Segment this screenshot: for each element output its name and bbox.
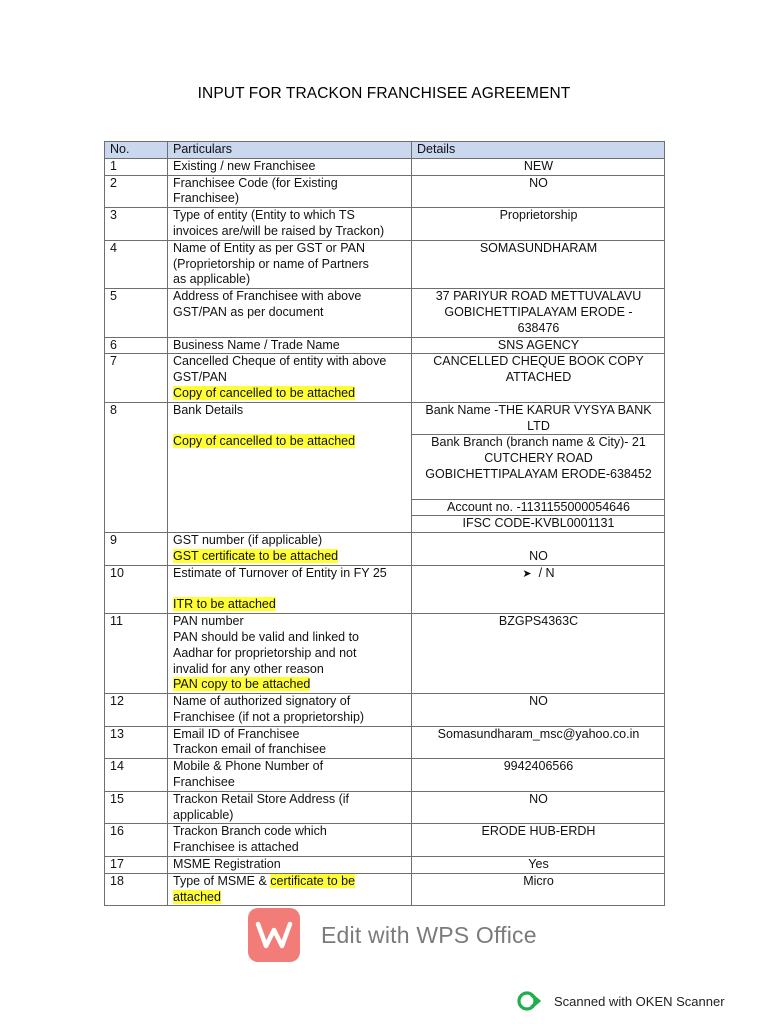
row-number: 2 bbox=[105, 175, 168, 208]
row-number: 3 bbox=[105, 208, 168, 241]
row-number: 13 bbox=[105, 726, 168, 759]
details-line: GOBICHETTIPALAYAM ERODE-638452 bbox=[425, 466, 652, 481]
particulars-line: Aadhar for proprietorship and not bbox=[173, 645, 357, 660]
row-particulars bbox=[168, 873, 412, 906]
table-row bbox=[105, 337, 665, 354]
row-number: 1 bbox=[105, 158, 168, 175]
details-line: Bank Branch (branch name & City)- 21 bbox=[431, 435, 646, 450]
header-no: No. bbox=[105, 142, 168, 159]
row-particulars bbox=[168, 614, 412, 694]
particulars-line: Franchisee (if not a proprietorship) bbox=[173, 709, 365, 724]
row-number: 6 bbox=[105, 337, 168, 354]
particulars-line: Email ID of Franchisee bbox=[173, 726, 300, 741]
particulars-line: Estimate of Turnover of Entity in FY 25 bbox=[173, 565, 387, 580]
particulars-line: Business Name / Trade Name bbox=[173, 337, 340, 352]
row-details bbox=[412, 337, 665, 354]
details-line: NO bbox=[529, 548, 548, 563]
details-line: Somasundharam_msc@yahoo.co.in bbox=[437, 726, 640, 741]
particulars-line: invoices are/will be raised by Trackon) bbox=[173, 223, 385, 238]
row-details bbox=[412, 289, 665, 337]
row-particulars bbox=[168, 726, 412, 759]
details-line: Micro bbox=[523, 873, 554, 888]
table-header-row bbox=[105, 142, 665, 159]
particulars-line: GST/PAN bbox=[173, 370, 227, 385]
details-line: NEW bbox=[523, 158, 554, 173]
row-number: 10 bbox=[105, 565, 168, 613]
details-line: NO bbox=[529, 791, 548, 806]
particulars-line: Cancelled Cheque of entity with above bbox=[173, 354, 387, 369]
row-number: 14 bbox=[105, 759, 168, 792]
particulars-line: as applicable) bbox=[173, 272, 251, 287]
attachment-note: ITR to be attached bbox=[173, 597, 276, 612]
particulars-line: Trackon Retail Store Address (if bbox=[173, 791, 349, 806]
table-row bbox=[105, 402, 665, 435]
attachment-note: GST certificate to be attached bbox=[173, 548, 339, 563]
table-row bbox=[105, 791, 665, 824]
table-row bbox=[105, 354, 665, 402]
particulars-line: Name of Entity as per GST or PAN bbox=[173, 240, 365, 255]
row-number: 5 bbox=[105, 289, 168, 337]
row-particulars bbox=[168, 791, 412, 824]
row-particulars bbox=[168, 240, 412, 288]
table-row bbox=[105, 694, 665, 727]
row-number: 4 bbox=[105, 240, 168, 288]
oken-scanner-icon bbox=[517, 989, 541, 1013]
details-line: BZGPS4363C bbox=[498, 614, 579, 629]
row-number: 15 bbox=[105, 791, 168, 824]
row-details bbox=[412, 726, 665, 759]
row-particulars bbox=[168, 402, 412, 532]
row-number: 17 bbox=[105, 857, 168, 874]
details-line: 37 PARIYUR ROAD METTUVALAVU bbox=[435, 289, 642, 304]
details-line: NO bbox=[529, 694, 548, 709]
table-row bbox=[105, 565, 665, 613]
particulars-line: GST/PAN as per document bbox=[173, 304, 324, 319]
bank-branch-cell bbox=[412, 435, 665, 499]
particulars-line: Address of Franchisee with above bbox=[173, 289, 362, 304]
row-number: 11 bbox=[105, 614, 168, 694]
table-row bbox=[105, 759, 665, 792]
particulars-line: Franchisee) bbox=[173, 191, 239, 206]
row-details bbox=[412, 873, 665, 906]
particulars-line: applicable) bbox=[173, 807, 234, 822]
row-number: 16 bbox=[105, 824, 168, 857]
table-row bbox=[105, 158, 665, 175]
arrow-bullet-icon: ➤ bbox=[522, 567, 532, 580]
particulars-line: invalid for any other reason bbox=[173, 661, 324, 676]
particulars-line: Trackon Branch code which bbox=[173, 824, 327, 839]
row-details bbox=[412, 240, 665, 288]
table-row bbox=[105, 824, 665, 857]
table-row bbox=[105, 175, 665, 208]
row-particulars bbox=[168, 694, 412, 727]
row-particulars bbox=[168, 565, 412, 613]
particulars-line: Bank Details bbox=[173, 402, 244, 417]
particulars-prefix: Type of MSME & bbox=[173, 873, 271, 888]
details-line: ATTACHED bbox=[505, 370, 572, 385]
row-number: 8 bbox=[105, 402, 168, 532]
franchisee-input-table bbox=[104, 141, 665, 906]
header-particulars: Particulars bbox=[168, 142, 412, 159]
details-line: 638476 bbox=[517, 320, 560, 335]
row-number: 7 bbox=[105, 354, 168, 402]
details-line: SNS AGENCY bbox=[497, 337, 580, 352]
details-line: SOMASUNDHARAM bbox=[479, 240, 598, 255]
particulars-line: GST number (if applicable) bbox=[173, 533, 323, 548]
particulars-line: Name of authorized signatory of bbox=[173, 694, 351, 709]
row-details bbox=[412, 824, 665, 857]
attachment-note: Copy of cancelled to be attached bbox=[173, 434, 356, 449]
table-row bbox=[105, 289, 665, 337]
bank-name-cell bbox=[412, 402, 665, 435]
row-details bbox=[412, 175, 665, 208]
table-row bbox=[105, 614, 665, 694]
details-line: Yes bbox=[528, 857, 549, 872]
row-particulars bbox=[168, 337, 412, 354]
row-particulars bbox=[168, 857, 412, 874]
row-particulars bbox=[168, 354, 412, 402]
row-details bbox=[412, 208, 665, 241]
attachment-note: certificate to be bbox=[270, 873, 356, 888]
particulars-line: Franchisee bbox=[173, 775, 235, 790]
oken-watermark bbox=[517, 989, 725, 1013]
row-number: 18 bbox=[105, 873, 168, 906]
details-line: 9942406566 bbox=[503, 759, 574, 774]
details-line: NO bbox=[529, 175, 548, 190]
oken-watermark-text: Scanned with OKEN Scanner bbox=[554, 993, 725, 1009]
row-particulars bbox=[168, 824, 412, 857]
table-row bbox=[105, 533, 665, 566]
row-details bbox=[412, 158, 665, 175]
row-particulars bbox=[168, 208, 412, 241]
particulars-line: PAN should be valid and linked to bbox=[173, 629, 359, 644]
row-details bbox=[412, 614, 665, 694]
account-number-cell: Account no. -1131155000054646 bbox=[412, 499, 665, 516]
wps-watermark-text: Edit with WPS Office bbox=[321, 921, 537, 948]
details-line: Proprietorship bbox=[499, 208, 578, 223]
particulars-line: Franchisee Code (for Existing bbox=[173, 175, 338, 190]
attachment-note: attached bbox=[173, 889, 221, 904]
row-details bbox=[412, 791, 665, 824]
attachment-note: Copy of cancelled to be attached bbox=[173, 385, 356, 400]
particulars-line: Type of entity (Entity to which TS bbox=[173, 208, 355, 223]
details-line: LTD bbox=[527, 418, 550, 433]
details-line: CUTCHERY ROAD bbox=[484, 451, 593, 466]
turnover-value: / N bbox=[531, 565, 555, 580]
row-particulars bbox=[168, 175, 412, 208]
details-line: GOBICHETTIPALAYAM ERODE - bbox=[444, 304, 633, 319]
row-details bbox=[412, 354, 665, 402]
row-details bbox=[412, 759, 665, 792]
ifsc-code-cell: IFSC CODE-KVBL0001131 bbox=[412, 516, 665, 533]
particulars-line: MSME Registration bbox=[173, 857, 281, 872]
table-row bbox=[105, 726, 665, 759]
row-number: 12 bbox=[105, 694, 168, 727]
particulars-line: PAN number bbox=[173, 614, 244, 629]
details-line: CANCELLED CHEQUE BOOK COPY bbox=[433, 354, 644, 369]
wps-watermark bbox=[248, 908, 537, 962]
row-details bbox=[412, 565, 665, 613]
wps-logo-icon bbox=[248, 908, 300, 962]
particulars-line: (Proprietorship or name of Partners bbox=[173, 256, 369, 271]
particulars-line: Trackon email of franchisee bbox=[173, 742, 327, 757]
details-line: Bank Name -THE KARUR VYSYA BANK bbox=[425, 402, 652, 417]
table-row bbox=[105, 208, 665, 241]
particulars-line: Franchisee is attached bbox=[173, 840, 299, 855]
document-title: INPUT FOR TRACKON FRANCHISEE AGREEMENT bbox=[197, 85, 571, 102]
row-particulars bbox=[168, 533, 412, 566]
row-number: 9 bbox=[105, 533, 168, 566]
row-particulars bbox=[168, 158, 412, 175]
row-details bbox=[412, 857, 665, 874]
attachment-note: PAN copy to be attached bbox=[173, 677, 311, 692]
details-line: ERODE HUB-ERDH bbox=[481, 824, 596, 839]
row-details bbox=[412, 694, 665, 727]
table-row bbox=[105, 857, 665, 874]
particulars-line: Existing / new Franchisee bbox=[173, 158, 316, 173]
row-particulars bbox=[168, 289, 412, 337]
particulars-line: Mobile & Phone Number of bbox=[173, 759, 324, 774]
table-row bbox=[105, 240, 665, 288]
row-particulars bbox=[168, 759, 412, 792]
table-row bbox=[105, 873, 665, 906]
row-details bbox=[412, 533, 665, 566]
header-details: Details bbox=[412, 142, 665, 159]
